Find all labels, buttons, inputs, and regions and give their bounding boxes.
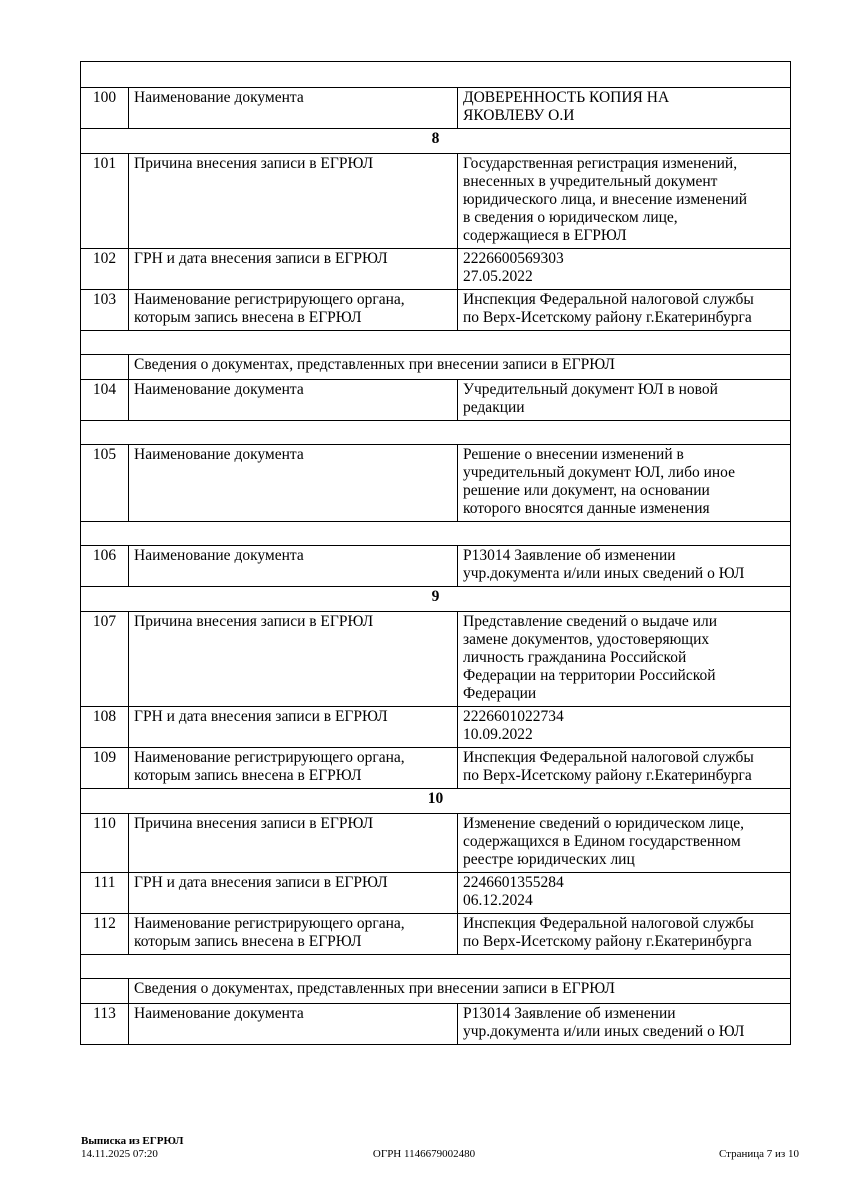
table-row: [81, 290, 791, 331]
row-number: 102: [81, 249, 129, 290]
row-number: 112: [81, 914, 129, 955]
subheader-label: Сведения о документах, представленных при внесении записи в ЕГРЮЛ: [129, 355, 791, 380]
row-number: 103: [81, 290, 129, 331]
row-number: 108: [81, 707, 129, 748]
spacer-row: [81, 421, 791, 445]
row-number: 105: [81, 445, 129, 522]
row-value: Р13014 Заявление об изменении учр.документа и/или иных сведений о ЮЛ: [458, 546, 791, 587]
row-number: 104: [81, 380, 129, 421]
spacer-cell: [81, 955, 791, 979]
row-value: Представление сведений о выдаче или замене документов, удостоверяющих личность гражданина Российской Федерации на территории Российской Федерации: [458, 612, 791, 707]
section-number-row: [81, 789, 791, 814]
row-label: Наименование регистрирующего органа, которым запись внесена в ЕГРЮЛ: [129, 748, 458, 789]
row-number: 106: [81, 546, 129, 587]
row-value: 2226601022734 10.09.2022: [458, 707, 791, 748]
table-row: [81, 873, 791, 914]
footer-datetime: 14.11.2025 07:20: [81, 1147, 158, 1160]
spacer-row: [81, 522, 791, 546]
row-number: 110: [81, 814, 129, 873]
table-row: [81, 380, 791, 421]
row-label: ГРН и дата внесения записи в ЕГРЮЛ: [129, 249, 458, 290]
table-row: [81, 546, 791, 587]
spacer-row: [81, 331, 791, 355]
footer-document-title: Выписка из ЕГРЮЛ: [81, 1135, 184, 1147]
table-row: [81, 707, 791, 748]
spacer-row: [81, 955, 791, 979]
row-number: 100: [81, 88, 129, 129]
row-label: ГРН и дата внесения записи в ЕГРЮЛ: [129, 873, 458, 914]
row-value: Изменение сведений о юридическом лице, содержащихся в Едином государственном реестре юридических лиц: [458, 814, 791, 873]
row-number: 109: [81, 748, 129, 789]
egrul-records-table: [80, 61, 791, 1045]
subheader-empty-number-cell: [81, 979, 129, 1004]
table-row: [81, 154, 791, 249]
row-label: Наименование документа: [129, 1004, 458, 1045]
table-row: [81, 1004, 791, 1045]
section-number: 8: [81, 129, 791, 154]
subheader-empty-number-cell: [81, 355, 129, 380]
spacer-cell: [81, 421, 791, 445]
footer-ogrn: ОГРН 1146679002480: [372, 1147, 476, 1160]
row-value: Учредительный документ ЮЛ в новой редакции: [458, 380, 791, 421]
row-value: ДОВЕРЕННОСТЬ КОПИЯ НА ЯКОВЛЕВУ О.И: [458, 88, 791, 129]
section-number-row: [81, 587, 791, 612]
row-value: Решение о внесении изменений в учредительный документ ЮЛ, либо иное решение или документ, на основании которого вносятся данные изменения: [458, 445, 791, 522]
row-label: Причина внесения записи в ЕГРЮЛ: [129, 612, 458, 707]
row-label: Наименование документа: [129, 546, 458, 587]
section-number: 10: [81, 789, 791, 814]
table-row: [81, 88, 791, 129]
egrul-table-body: [81, 62, 791, 1045]
spacer-row: [81, 62, 791, 88]
row-label: Причина внесения записи в ЕГРЮЛ: [129, 814, 458, 873]
section-number-row: [81, 129, 791, 154]
subheader-row: [81, 355, 791, 380]
section-number: 9: [81, 587, 791, 612]
row-label: Наименование документа: [129, 88, 458, 129]
table-row: [81, 445, 791, 522]
row-label: Наименование регистрирующего органа, которым запись внесена в ЕГРЮЛ: [129, 914, 458, 955]
row-value: Инспекция Федеральной налоговой службы по Верх-Исетскому району г.Екатеринбурга: [458, 290, 791, 331]
spacer-cell: [81, 522, 791, 546]
row-value: Инспекция Федеральной налоговой службы по Верх-Исетскому району г.Екатеринбурга: [458, 914, 791, 955]
spacer-cell: [81, 331, 791, 355]
row-label: Наименование документа: [129, 380, 458, 421]
table-row: [81, 748, 791, 789]
table-row: [81, 249, 791, 290]
row-value: 2246601355284 06.12.2024: [458, 873, 791, 914]
row-value: Инспекция Федеральной налоговой службы по Верх-Исетскому району г.Екатеринбурга: [458, 748, 791, 789]
row-number: 107: [81, 612, 129, 707]
table-row: [81, 612, 791, 707]
subheader-row: [81, 979, 791, 1004]
row-number: 101: [81, 154, 129, 249]
row-value: Р13014 Заявление об изменении учр.документа и/или иных сведений о ЮЛ: [458, 1004, 791, 1045]
row-label: Наименование регистрирующего органа, которым запись внесена в ЕГРЮЛ: [129, 290, 458, 331]
row-value: 2226600569303 27.05.2022: [458, 249, 791, 290]
footer-page-number: Страница 7 из 10: [718, 1147, 799, 1160]
table-row: [81, 814, 791, 873]
row-number: 111: [81, 873, 129, 914]
row-value: Государственная регистрация изменений, внесенных в учредительный документ юридического лица, и внесение изменений в сведения о юридическом лице, содержащиеся в ЕГРЮЛ: [458, 154, 791, 249]
subheader-label: Сведения о документах, представленных при внесении записи в ЕГРЮЛ: [129, 979, 791, 1004]
row-number: 113: [81, 1004, 129, 1045]
row-label: Причина внесения записи в ЕГРЮЛ: [129, 154, 458, 249]
row-label: ГРН и дата внесения записи в ЕГРЮЛ: [129, 707, 458, 748]
spacer-cell: [81, 62, 791, 88]
table-row: [81, 914, 791, 955]
row-label: Наименование документа: [129, 445, 458, 522]
